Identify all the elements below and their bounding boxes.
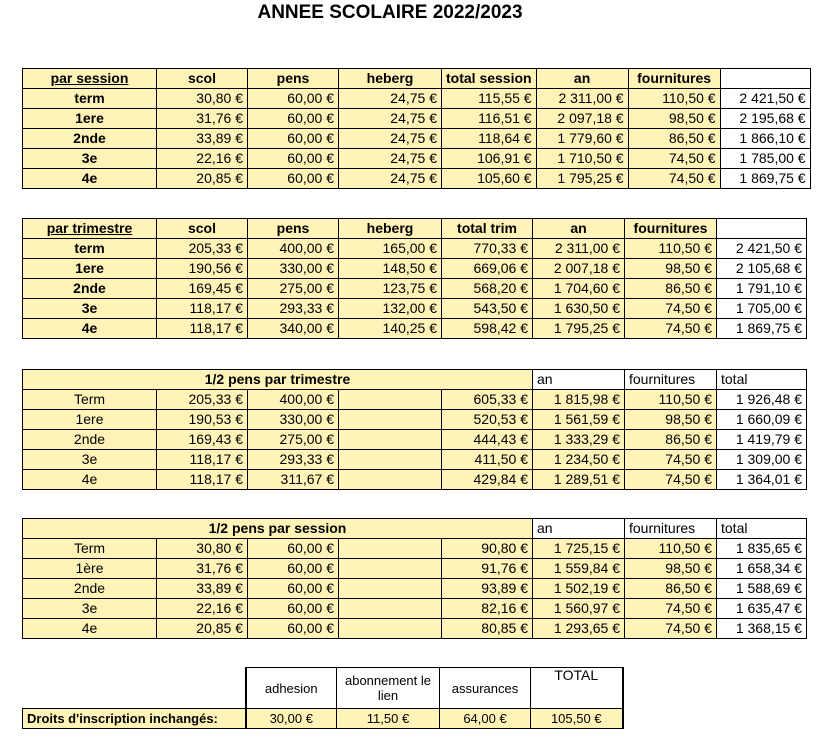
section-title: 1/2 pens par trimestre	[23, 370, 533, 390]
value-cell: 1 333,29 €	[533, 430, 625, 450]
value-cell: 1 795,25 €	[533, 319, 625, 339]
table-row	[23, 149, 811, 169]
table-row	[23, 259, 807, 279]
value-cell: 98,50 €	[625, 410, 717, 430]
row-label: 1ere	[23, 259, 157, 279]
header-cell: total	[717, 370, 807, 390]
value-cell: 22,16 €	[157, 599, 248, 619]
row-label: 4e	[23, 169, 157, 189]
value-cell: 74,50 €	[625, 450, 717, 470]
value-cell: 1 835,65 €	[717, 539, 807, 559]
value-cell: 74,50 €	[625, 299, 717, 319]
value-cell: 93,89 €	[442, 579, 533, 599]
value-cell: 1 866,10 €	[720, 129, 810, 149]
value-cell: 60,00 €	[248, 149, 339, 169]
table-row	[23, 319, 807, 339]
value-cell	[339, 559, 442, 579]
header-cell: par trimestre	[23, 219, 157, 239]
header-cell: fournitures	[625, 519, 717, 539]
value-cell: 400,00 €	[248, 390, 339, 410]
value-cell: 1 779,60 €	[536, 129, 628, 149]
value-cell: 86,50 €	[625, 579, 717, 599]
assurances-value: 64,00 €	[440, 709, 531, 729]
table-row	[23, 109, 811, 129]
value-cell: 1 289,51 €	[533, 470, 625, 490]
value-cell: 444,43 €	[442, 430, 533, 450]
table-row	[23, 579, 807, 599]
value-cell: 2 195,68 €	[720, 109, 810, 129]
value-cell: 115,55 €	[442, 89, 537, 109]
section-title: 1/2 pens par session	[23, 519, 533, 539]
adhesion-header: adhesion	[246, 668, 337, 709]
value-cell: 293,33 €	[248, 299, 339, 319]
demi-pension-trimestre-table	[22, 369, 807, 490]
table-header-row	[23, 370, 807, 390]
header-cell: total trim	[442, 219, 533, 239]
value-cell: 568,20 €	[442, 279, 533, 299]
value-cell: 1 309,00 €	[717, 450, 807, 470]
value-cell: 1 705,00 €	[717, 299, 807, 319]
value-cell: 110,50 €	[628, 89, 720, 109]
value-cell: 1 419,79 €	[717, 430, 807, 450]
value-cell: 60,00 €	[248, 579, 339, 599]
value-cell: 60,00 €	[248, 89, 339, 109]
header-cell: total session	[442, 69, 537, 89]
row-label: Term	[23, 390, 157, 410]
value-cell: 275,00 €	[248, 279, 339, 299]
row-label: 2nde	[23, 430, 157, 450]
header-cell: heberg	[339, 69, 442, 89]
row-label: 1ere	[23, 410, 157, 430]
abonnement-value: 11,50 €	[337, 709, 440, 729]
value-cell: 429,84 €	[442, 470, 533, 490]
value-cell: 33,89 €	[157, 129, 248, 149]
value-cell: 24,75 €	[339, 109, 442, 129]
value-cell: 1 559,84 €	[533, 559, 625, 579]
header-cell: fournitures	[625, 219, 717, 239]
value-cell: 1 785,00 €	[720, 149, 810, 169]
header-cell	[717, 219, 807, 239]
value-cell: 205,33 €	[157, 390, 248, 410]
header-cell: par session	[23, 69, 157, 89]
value-cell: 2 097,18 €	[536, 109, 628, 129]
header-cell: an	[533, 219, 625, 239]
value-cell: 118,17 €	[157, 470, 248, 490]
row-label: 4e	[23, 319, 157, 339]
value-cell: 400,00 €	[248, 239, 339, 259]
header-cell: an	[533, 370, 625, 390]
value-cell: 1 364,01 €	[717, 470, 807, 490]
value-cell: 98,50 €	[628, 109, 720, 129]
row-label: 1ère	[23, 559, 157, 579]
value-cell: 118,64 €	[442, 129, 537, 149]
table-row	[23, 169, 811, 189]
header-cell: an	[533, 519, 625, 539]
value-cell: 1 926,48 €	[717, 390, 807, 410]
page-title: ANNEE SCOLAIRE 2022/2023	[257, 2, 523, 23]
value-cell: 1 293,65 €	[533, 619, 625, 639]
row-label: 2nde	[23, 279, 157, 299]
value-cell: 22,16 €	[157, 149, 248, 169]
assurances-header: assurances	[440, 668, 531, 709]
value-cell: 293,33 €	[248, 450, 339, 470]
value-cell: 80,85 €	[442, 619, 533, 639]
row-label: 4e	[23, 619, 157, 639]
value-cell: 2 105,68 €	[717, 259, 807, 279]
value-cell: 1 560,97 €	[533, 599, 625, 619]
value-cell: 24,75 €	[339, 169, 442, 189]
value-cell: 605,33 €	[442, 390, 533, 410]
value-cell: 165,00 €	[339, 239, 442, 259]
value-cell: 169,45 €	[157, 279, 248, 299]
value-cell: 1 630,50 €	[533, 299, 625, 319]
droits-header-row	[23, 668, 623, 709]
value-cell: 1 704,60 €	[533, 279, 625, 299]
value-cell: 330,00 €	[248, 410, 339, 430]
value-cell	[339, 430, 442, 450]
row-label: 3e	[23, 299, 157, 319]
value-cell: 770,33 €	[442, 239, 533, 259]
value-cell	[339, 619, 442, 639]
value-cell: 24,75 €	[339, 149, 442, 169]
trimestre-table	[22, 218, 807, 339]
value-cell: 205,33 €	[157, 239, 248, 259]
row-label: Term	[23, 539, 157, 559]
table-row	[23, 129, 811, 149]
value-cell: 30,80 €	[157, 539, 248, 559]
value-cell: 20,85 €	[157, 169, 248, 189]
total-header: TOTAL	[531, 668, 623, 709]
value-cell: 1 635,47 €	[717, 599, 807, 619]
row-label: 4e	[23, 470, 157, 490]
empty-cell	[23, 668, 246, 709]
value-cell	[339, 579, 442, 599]
value-cell: 31,76 €	[157, 109, 248, 129]
value-cell: 30,80 €	[157, 89, 248, 109]
value-cell	[339, 470, 442, 490]
value-cell: 1 725,15 €	[533, 539, 625, 559]
value-cell: 1 368,15 €	[717, 619, 807, 639]
table-row	[23, 539, 807, 559]
value-cell: 330,00 €	[248, 259, 339, 279]
value-cell: 20,85 €	[157, 619, 248, 639]
value-cell: 98,50 €	[625, 559, 717, 579]
value-cell: 24,75 €	[339, 129, 442, 149]
value-cell: 1 869,75 €	[720, 169, 810, 189]
value-cell: 82,16 €	[442, 599, 533, 619]
abonnement-header: abonnement le lien	[337, 668, 440, 709]
value-cell: 74,50 €	[625, 470, 717, 490]
value-cell: 2 421,50 €	[720, 89, 810, 109]
table-row	[23, 410, 807, 430]
table-row	[23, 279, 807, 299]
value-cell: 1 710,50 €	[536, 149, 628, 169]
value-cell: 74,50 €	[628, 149, 720, 169]
table-header-row	[23, 69, 811, 89]
value-cell: 60,00 €	[248, 169, 339, 189]
row-label: 3e	[23, 450, 157, 470]
header-cell: fournitures	[628, 69, 720, 89]
value-cell: 118,17 €	[157, 299, 248, 319]
table-row	[23, 599, 807, 619]
header-cell: total	[717, 519, 807, 539]
value-cell	[339, 410, 442, 430]
value-cell: 543,50 €	[442, 299, 533, 319]
value-cell: 86,50 €	[625, 279, 717, 299]
total-value: 105,50 €	[531, 709, 623, 729]
value-cell	[339, 450, 442, 470]
value-cell: 132,00 €	[339, 299, 442, 319]
value-cell: 60,00 €	[248, 109, 339, 129]
value-cell: 140,25 €	[339, 319, 442, 339]
value-cell: 275,00 €	[248, 430, 339, 450]
value-cell: 105,60 €	[442, 169, 537, 189]
value-cell: 74,50 €	[625, 319, 717, 339]
value-cell: 2 421,50 €	[717, 239, 807, 259]
value-cell: 116,51 €	[442, 109, 537, 129]
value-cell: 118,17 €	[157, 450, 248, 470]
droits-values-row	[23, 709, 623, 729]
value-cell: 311,67 €	[248, 470, 339, 490]
value-cell: 340,00 €	[248, 319, 339, 339]
value-cell: 91,76 €	[442, 559, 533, 579]
value-cell: 60,00 €	[248, 539, 339, 559]
value-cell: 598,42 €	[442, 319, 533, 339]
value-cell: 110,50 €	[625, 390, 717, 410]
value-cell: 31,76 €	[157, 559, 248, 579]
row-label: 3e	[23, 149, 157, 169]
value-cell: 520,53 €	[442, 410, 533, 430]
table-header-row	[23, 519, 807, 539]
header-cell: heberg	[339, 219, 442, 239]
row-label: 3e	[23, 599, 157, 619]
value-cell: 190,53 €	[157, 410, 248, 430]
value-cell: 1 588,69 €	[717, 579, 807, 599]
table-row	[23, 470, 807, 490]
value-cell: 110,50 €	[625, 239, 717, 259]
row-label: term	[23, 89, 157, 109]
value-cell: 90,80 €	[442, 539, 533, 559]
header-cell: fournitures	[625, 370, 717, 390]
value-cell	[339, 599, 442, 619]
value-cell: 2 007,18 €	[533, 259, 625, 279]
adhesion-value: 30,00 €	[246, 709, 337, 729]
header-cell	[720, 69, 810, 89]
table-row	[23, 390, 807, 410]
value-cell: 123,75 €	[339, 279, 442, 299]
table-row	[23, 239, 807, 259]
value-cell: 1 561,59 €	[533, 410, 625, 430]
table-row	[23, 299, 807, 319]
value-cell: 60,00 €	[248, 599, 339, 619]
table-row	[23, 619, 807, 639]
value-cell: 74,50 €	[628, 169, 720, 189]
value-cell: 148,50 €	[339, 259, 442, 279]
table-row	[23, 559, 807, 579]
row-label: 1ere	[23, 109, 157, 129]
table-header-row	[23, 219, 807, 239]
value-cell: 60,00 €	[248, 559, 339, 579]
header-cell: an	[536, 69, 628, 89]
value-cell: 669,06 €	[442, 259, 533, 279]
value-cell	[339, 539, 442, 559]
value-cell: 2 311,00 €	[536, 89, 628, 109]
value-cell: 2 311,00 €	[533, 239, 625, 259]
value-cell: 60,00 €	[248, 619, 339, 639]
row-label: 2nde	[23, 579, 157, 599]
value-cell: 169,43 €	[157, 430, 248, 450]
value-cell: 190,56 €	[157, 259, 248, 279]
value-cell: 86,50 €	[628, 129, 720, 149]
value-cell: 24,75 €	[339, 89, 442, 109]
value-cell: 74,50 €	[625, 619, 717, 639]
value-cell: 1 815,98 €	[533, 390, 625, 410]
header-cell: pens	[248, 69, 339, 89]
row-label: term	[23, 239, 157, 259]
session-table	[22, 68, 811, 189]
value-cell: 1 795,25 €	[536, 169, 628, 189]
table-row	[23, 89, 811, 109]
value-cell: 60,00 €	[248, 129, 339, 149]
value-cell: 74,50 €	[625, 599, 717, 619]
header-cell: pens	[248, 219, 339, 239]
value-cell: 118,17 €	[157, 319, 248, 339]
value-cell: 1 658,34 €	[717, 559, 807, 579]
value-cell	[339, 390, 442, 410]
value-cell: 1 791,10 €	[717, 279, 807, 299]
demi-pension-session-table	[22, 518, 807, 639]
value-cell: 1 502,19 €	[533, 579, 625, 599]
droits-label: Droits d'inscription inchangés:	[23, 709, 246, 729]
table-row	[23, 450, 807, 470]
value-cell: 106,91 €	[442, 149, 537, 169]
value-cell: 411,50 €	[442, 450, 533, 470]
value-cell: 1 869,75 €	[717, 319, 807, 339]
value-cell: 1 234,50 €	[533, 450, 625, 470]
value-cell: 110,50 €	[625, 539, 717, 559]
table-row	[23, 430, 807, 450]
value-cell: 86,50 €	[625, 430, 717, 450]
value-cell: 33,89 €	[157, 579, 248, 599]
header-cell: scol	[157, 219, 248, 239]
header-cell: scol	[157, 69, 248, 89]
value-cell: 98,50 €	[625, 259, 717, 279]
droits-table	[22, 667, 624, 729]
row-label: 2nde	[23, 129, 157, 149]
value-cell: 1 660,09 €	[717, 410, 807, 430]
